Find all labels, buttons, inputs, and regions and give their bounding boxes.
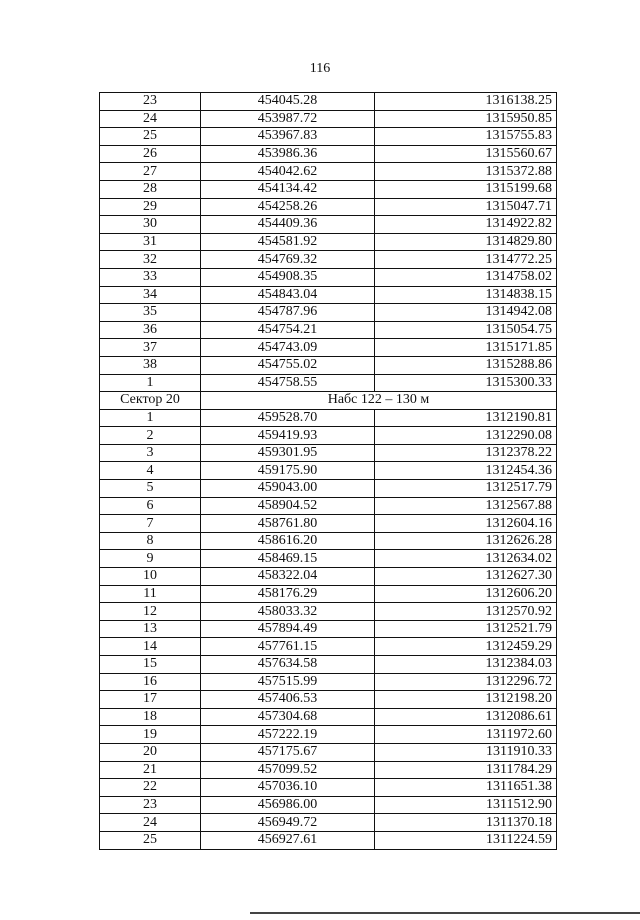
- y-coordinate-cell: 1315560.67: [375, 145, 557, 163]
- page-number: 116: [309, 61, 331, 76]
- x-coordinate-cell: 454409.36: [201, 216, 375, 234]
- x-coordinate-cell: 459175.90: [201, 462, 375, 480]
- x-coordinate-cell: 454045.28: [201, 93, 375, 111]
- x-coordinate-cell: 454908.35: [201, 268, 375, 286]
- x-coordinate-cell: 458761.80: [201, 515, 375, 533]
- point-number-cell: 26: [100, 145, 201, 163]
- x-coordinate-cell: 457634.58: [201, 656, 375, 674]
- y-coordinate-cell: 1311972.60: [375, 726, 557, 744]
- x-coordinate-cell: 454758.55: [201, 374, 375, 392]
- y-coordinate-cell: 1312567.88: [375, 497, 557, 515]
- x-coordinate-cell: 458904.52: [201, 497, 375, 515]
- x-coordinate-cell: 453987.72: [201, 110, 375, 128]
- table-row: [100, 796, 557, 814]
- point-number-cell: 22: [100, 779, 201, 797]
- table-row: [100, 93, 557, 111]
- table-row: [100, 550, 557, 568]
- point-number-cell: 8: [100, 532, 201, 550]
- table-row: [100, 374, 557, 392]
- y-coordinate-cell: 1315950.85: [375, 110, 557, 128]
- x-coordinate-cell: 453967.83: [201, 128, 375, 146]
- point-number-cell: 29: [100, 198, 201, 216]
- point-number-cell: 5: [100, 480, 201, 498]
- section-height-range: Набс 122 – 130 м: [201, 392, 557, 410]
- table-row: [100, 444, 557, 462]
- table-row: [100, 128, 557, 146]
- table-row: [100, 145, 557, 163]
- point-number-cell: 35: [100, 304, 201, 322]
- point-number-cell: 4: [100, 462, 201, 480]
- table-row: [100, 163, 557, 181]
- x-coordinate-cell: 457304.68: [201, 708, 375, 726]
- table-row: [100, 743, 557, 761]
- y-coordinate-cell: 1312384.03: [375, 656, 557, 674]
- x-coordinate-cell: 456949.72: [201, 814, 375, 832]
- point-number-cell: 18: [100, 708, 201, 726]
- point-number-cell: 38: [100, 356, 201, 374]
- x-coordinate-cell: 454754.21: [201, 321, 375, 339]
- section-label: Сектор 20: [100, 392, 201, 410]
- y-coordinate-cell: 1312634.02: [375, 550, 557, 568]
- y-coordinate-cell: 1312606.20: [375, 585, 557, 603]
- x-coordinate-cell: 459043.00: [201, 480, 375, 498]
- x-coordinate-cell: 458176.29: [201, 585, 375, 603]
- point-number-cell: 23: [100, 796, 201, 814]
- x-coordinate-cell: 457099.52: [201, 761, 375, 779]
- table-row: [100, 691, 557, 709]
- table-row: [100, 532, 557, 550]
- y-coordinate-cell: 1314838.15: [375, 286, 557, 304]
- point-number-cell: 21: [100, 761, 201, 779]
- point-number-cell: 25: [100, 831, 201, 849]
- x-coordinate-cell: 454787.96: [201, 304, 375, 322]
- table-row: [100, 304, 557, 322]
- y-coordinate-cell: 1316138.25: [375, 93, 557, 111]
- point-number-cell: 10: [100, 568, 201, 586]
- table-row: [100, 233, 557, 251]
- x-coordinate-cell: 456986.00: [201, 796, 375, 814]
- y-coordinate-cell: 1315300.33: [375, 374, 557, 392]
- y-coordinate-cell: 1315288.86: [375, 356, 557, 374]
- y-coordinate-cell: 1315047.71: [375, 198, 557, 216]
- section-header-row: [100, 392, 557, 410]
- table-row: [100, 585, 557, 603]
- x-coordinate-cell: 454042.62: [201, 163, 375, 181]
- x-coordinate-cell: 457761.15: [201, 638, 375, 656]
- point-number-cell: 37: [100, 339, 201, 357]
- table-row: [100, 515, 557, 533]
- coordinates-table-body: [100, 93, 557, 850]
- y-coordinate-cell: 1315199.68: [375, 180, 557, 198]
- table-row: [100, 198, 557, 216]
- point-number-cell: 25: [100, 128, 201, 146]
- point-number-cell: 11: [100, 585, 201, 603]
- point-number-cell: 36: [100, 321, 201, 339]
- x-coordinate-cell: 456927.61: [201, 831, 375, 849]
- x-coordinate-cell: 458469.15: [201, 550, 375, 568]
- y-coordinate-cell: 1311651.38: [375, 779, 557, 797]
- table-row: [100, 726, 557, 744]
- point-number-cell: 6: [100, 497, 201, 515]
- table-row: [100, 427, 557, 445]
- point-number-cell: 9: [100, 550, 201, 568]
- x-coordinate-cell: 457894.49: [201, 620, 375, 638]
- table-row: [100, 286, 557, 304]
- table-row: [100, 268, 557, 286]
- point-number-cell: 17: [100, 691, 201, 709]
- y-coordinate-cell: 1312290.08: [375, 427, 557, 445]
- y-coordinate-cell: 1312296.72: [375, 673, 557, 691]
- x-coordinate-cell: 457515.99: [201, 673, 375, 691]
- table-row: [100, 568, 557, 586]
- x-coordinate-cell: 454581.92: [201, 233, 375, 251]
- point-number-cell: 27: [100, 163, 201, 181]
- x-coordinate-cell: 454755.02: [201, 356, 375, 374]
- y-coordinate-cell: 1312517.79: [375, 480, 557, 498]
- x-coordinate-cell: 457175.67: [201, 743, 375, 761]
- table-row: [100, 497, 557, 515]
- point-number-cell: 20: [100, 743, 201, 761]
- point-number-cell: 13: [100, 620, 201, 638]
- point-number-cell: 16: [100, 673, 201, 691]
- table-row: [100, 831, 557, 849]
- y-coordinate-cell: 1311224.59: [375, 831, 557, 849]
- x-coordinate-cell: 458616.20: [201, 532, 375, 550]
- y-coordinate-cell: 1315054.75: [375, 321, 557, 339]
- x-coordinate-cell: 454258.26: [201, 198, 375, 216]
- point-number-cell: 15: [100, 656, 201, 674]
- point-number-cell: 12: [100, 603, 201, 621]
- y-coordinate-cell: 1315755.83: [375, 128, 557, 146]
- y-coordinate-cell: 1314772.25: [375, 251, 557, 269]
- y-coordinate-cell: 1312454.36: [375, 462, 557, 480]
- x-coordinate-cell: 454134.42: [201, 180, 375, 198]
- x-coordinate-cell: 457406.53: [201, 691, 375, 709]
- point-number-cell: 24: [100, 110, 201, 128]
- table-row: [100, 216, 557, 234]
- y-coordinate-cell: 1312086.61: [375, 708, 557, 726]
- point-number-cell: 7: [100, 515, 201, 533]
- table-row: [100, 110, 557, 128]
- table-row: [100, 339, 557, 357]
- point-number-cell: 1: [100, 409, 201, 427]
- table-row: [100, 356, 557, 374]
- x-coordinate-cell: 459301.95: [201, 444, 375, 462]
- x-coordinate-cell: 454769.32: [201, 251, 375, 269]
- point-number-cell: 30: [100, 216, 201, 234]
- x-coordinate-cell: 457036.10: [201, 779, 375, 797]
- y-coordinate-cell: 1311512.90: [375, 796, 557, 814]
- point-number-cell: 19: [100, 726, 201, 744]
- table-row: [100, 814, 557, 832]
- x-coordinate-cell: 458033.32: [201, 603, 375, 621]
- y-coordinate-cell: 1312198.20: [375, 691, 557, 709]
- table-row: [100, 321, 557, 339]
- y-coordinate-cell: 1312570.92: [375, 603, 557, 621]
- point-number-cell: 23: [100, 93, 201, 111]
- point-number-cell: 3: [100, 444, 201, 462]
- y-coordinate-cell: 1312521.79: [375, 620, 557, 638]
- y-coordinate-cell: 1311910.33: [375, 743, 557, 761]
- table-row: [100, 620, 557, 638]
- table-row: [100, 708, 557, 726]
- table-row: [100, 462, 557, 480]
- table-row: [100, 480, 557, 498]
- x-coordinate-cell: 459528.70: [201, 409, 375, 427]
- table-row: [100, 779, 557, 797]
- table-row: [100, 761, 557, 779]
- point-number-cell: 1: [100, 374, 201, 392]
- table-row: [100, 656, 557, 674]
- table-row: [100, 180, 557, 198]
- point-number-cell: 34: [100, 286, 201, 304]
- y-coordinate-cell: 1312604.16: [375, 515, 557, 533]
- y-coordinate-cell: 1314829.80: [375, 233, 557, 251]
- y-coordinate-cell: 1312459.29: [375, 638, 557, 656]
- x-coordinate-cell: 458322.04: [201, 568, 375, 586]
- x-coordinate-cell: 457222.19: [201, 726, 375, 744]
- y-coordinate-cell: 1314942.08: [375, 304, 557, 322]
- y-coordinate-cell: 1315372.88: [375, 163, 557, 181]
- x-coordinate-cell: 454743.09: [201, 339, 375, 357]
- y-coordinate-cell: 1314758.02: [375, 268, 557, 286]
- point-number-cell: 31: [100, 233, 201, 251]
- table-row: [100, 638, 557, 656]
- point-number-cell: 32: [100, 251, 201, 269]
- x-coordinate-cell: 453986.36: [201, 145, 375, 163]
- table-row: [100, 603, 557, 621]
- y-coordinate-cell: 1312627.30: [375, 568, 557, 586]
- y-coordinate-cell: 1314922.82: [375, 216, 557, 234]
- y-coordinate-cell: 1312378.22: [375, 444, 557, 462]
- point-number-cell: 24: [100, 814, 201, 832]
- point-number-cell: 14: [100, 638, 201, 656]
- y-coordinate-cell: 1311784.29: [375, 761, 557, 779]
- table-row: [100, 251, 557, 269]
- point-number-cell: 2: [100, 427, 201, 445]
- y-coordinate-cell: 1312190.81: [375, 409, 557, 427]
- y-coordinate-cell: 1315171.85: [375, 339, 557, 357]
- x-coordinate-cell: 459419.93: [201, 427, 375, 445]
- table-row: [100, 409, 557, 427]
- y-coordinate-cell: 1311370.18: [375, 814, 557, 832]
- table-row: [100, 673, 557, 691]
- x-coordinate-cell: 454843.04: [201, 286, 375, 304]
- bottom-edge-line: [250, 912, 640, 914]
- point-number-cell: 33: [100, 268, 201, 286]
- y-coordinate-cell: 1312626.28: [375, 532, 557, 550]
- point-number-cell: 28: [100, 180, 201, 198]
- coordinates-table: [99, 92, 557, 850]
